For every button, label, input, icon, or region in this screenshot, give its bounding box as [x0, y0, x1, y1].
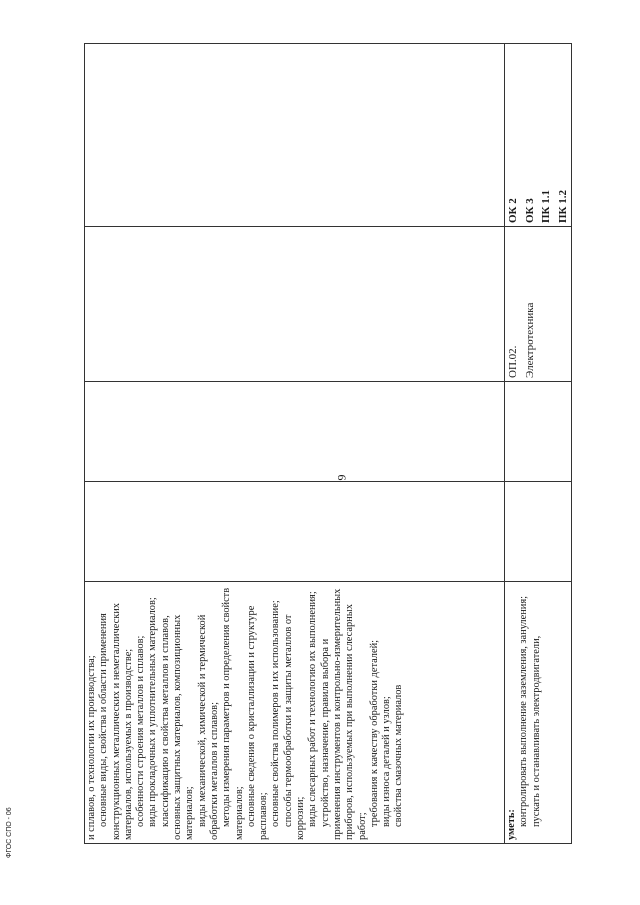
skills-heading: уметь: — [506, 809, 517, 840]
hours-max-cell — [85, 482, 505, 582]
discipline-name: Электротехника — [523, 302, 536, 378]
competency-cell — [505, 44, 572, 227]
standards-table — [84, 43, 572, 844]
hours-class-cell — [85, 382, 505, 482]
rotated-page — [84, 44, 569, 844]
discipline-cell — [505, 227, 572, 382]
hours-max-cell — [505, 482, 572, 582]
competency-item: ПК 1.2 — [556, 189, 569, 223]
table-row — [85, 44, 505, 844]
hours-class-cell — [505, 382, 572, 482]
knowledge-text: и сплавов, о технологии их производства; основные виды, свойства и области применения конструкционных металлических и неметаллических материалов, используемых в производстве; особенности строения металлов и сплавов; виды прокладочных и уплотнительных материалов; классификацию и свойства металлов и сплавов, основных защитных материалов, композиционных материалов; виды механической, химической и термической обработки металлов и сплавов; методы измерения параметров и определения свойств материалов; основные сведения о кристаллизации и структуре расплавов; основные свойства полимеров и их использование; способы термообработки и защиты металлов от коррозии; виды слесарных работ и технологию их выполнения; устройство, назначение, правила выбора и применения инструментов и контрольно-измерительных приборов, используемых при выполнении слесарных работ; требования к качеству обработки деталей; виды износа деталей и узлов; свойства смазочных материалов — [86, 587, 405, 840]
competency-cell — [85, 44, 505, 227]
discipline-cell — [85, 227, 505, 382]
table-row — [505, 44, 572, 844]
knowledge-cell — [85, 582, 505, 844]
competency-item: ПК 1.1 — [540, 189, 552, 223]
competency-item: ОК 3 — [523, 198, 536, 223]
page-number: 9 — [334, 474, 349, 481]
competency-item: ОК 2 — [507, 198, 519, 223]
skills-cell — [505, 582, 572, 844]
discipline-code: ОП.02. — [507, 345, 519, 378]
footer-text: ФГОС СПО - 06 — [6, 807, 13, 858]
skills-text: контролировать выполнение заземления, зануления; пускать и останавливать электродвигатели, — [518, 595, 542, 827]
